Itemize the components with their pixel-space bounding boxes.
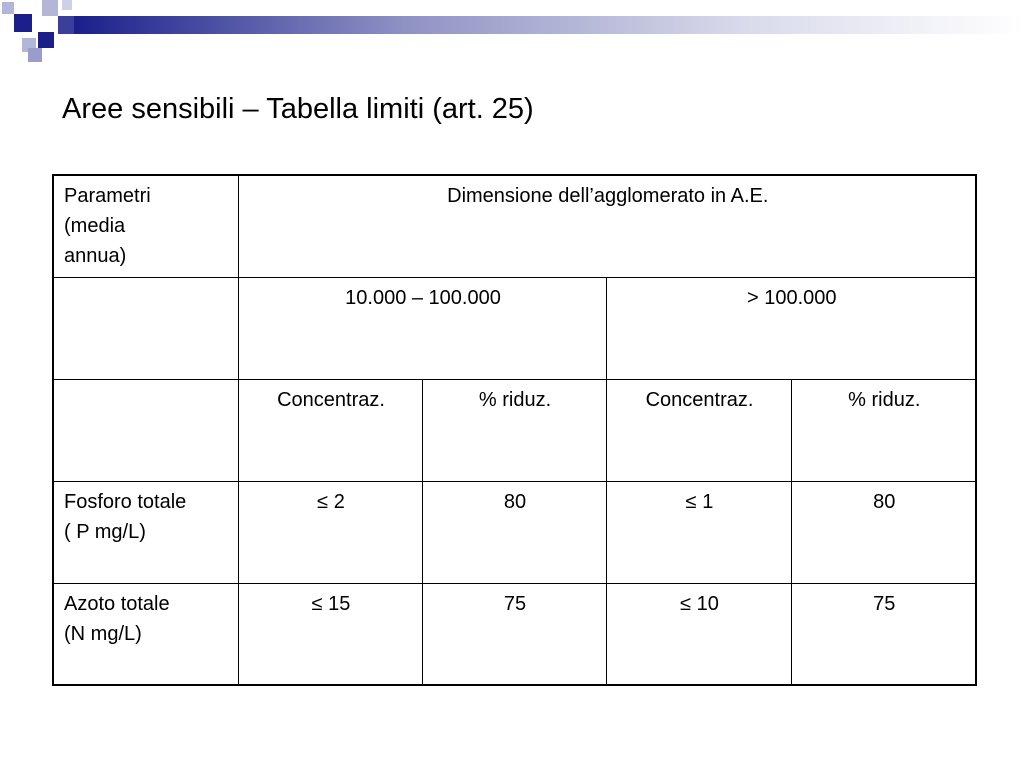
- table-row: [53, 583, 976, 685]
- row-label-cell: [53, 481, 238, 583]
- value-cell: ≤ 15: [238, 583, 422, 685]
- param-header-line: Parametri: [64, 185, 151, 207]
- row-label-line: ( P mg/L): [64, 520, 146, 543]
- deco-square-dark: [14, 14, 32, 32]
- row-label-line: (N mg/L): [64, 622, 142, 645]
- deco-square-light: [42, 0, 58, 16]
- table-row-ranges: [53, 277, 976, 379]
- table-row-subheaders: [53, 379, 976, 481]
- deco-square-light: [2, 2, 14, 14]
- deco-square-dark: [38, 32, 54, 48]
- deco-square-dark: [58, 16, 74, 34]
- param-header-line: (media: [64, 215, 126, 237]
- subheader-reduction: % riduz.: [791, 379, 976, 481]
- value-cell: 75: [422, 583, 606, 685]
- param-header-line: annua): [64, 245, 127, 267]
- value-cell: ≤ 1: [606, 481, 791, 583]
- empty-cell: [53, 277, 238, 379]
- table-row: [53, 481, 976, 583]
- deco-square-light: [62, 0, 72, 10]
- slide-title: Aree sensibili – Tabella limiti (art. 25): [62, 93, 534, 125]
- subheader-concentration: Concentraz.: [606, 379, 791, 481]
- value-cell: ≤ 2: [238, 481, 422, 583]
- value-cell: 80: [791, 481, 976, 583]
- value-cell: 80: [422, 481, 606, 583]
- empty-cell: [53, 379, 238, 481]
- gradient-band: [72, 16, 1024, 34]
- param-header-cell: [53, 175, 238, 277]
- header-decoration: [0, 0, 1024, 64]
- subheader-reduction: % riduz.: [422, 379, 606, 481]
- deco-square-light: [28, 48, 42, 62]
- value-cell: ≤ 10: [606, 583, 791, 685]
- range-cell-2: > 100.000: [606, 277, 976, 379]
- row-label-cell: [53, 583, 238, 685]
- table-row-header: [53, 175, 976, 277]
- row-label-line: Azoto totale: [64, 592, 170, 615]
- limits-table: [52, 174, 977, 686]
- row-label-line: Fosforo totale: [64, 490, 187, 513]
- subheader-concentration: Concentraz.: [238, 379, 422, 481]
- range-cell-1: 10.000 – 100.000: [238, 277, 606, 379]
- dimension-header-cell: Dimensione dell’agglomerato in A.E.: [238, 175, 976, 277]
- value-cell: 75: [791, 583, 976, 685]
